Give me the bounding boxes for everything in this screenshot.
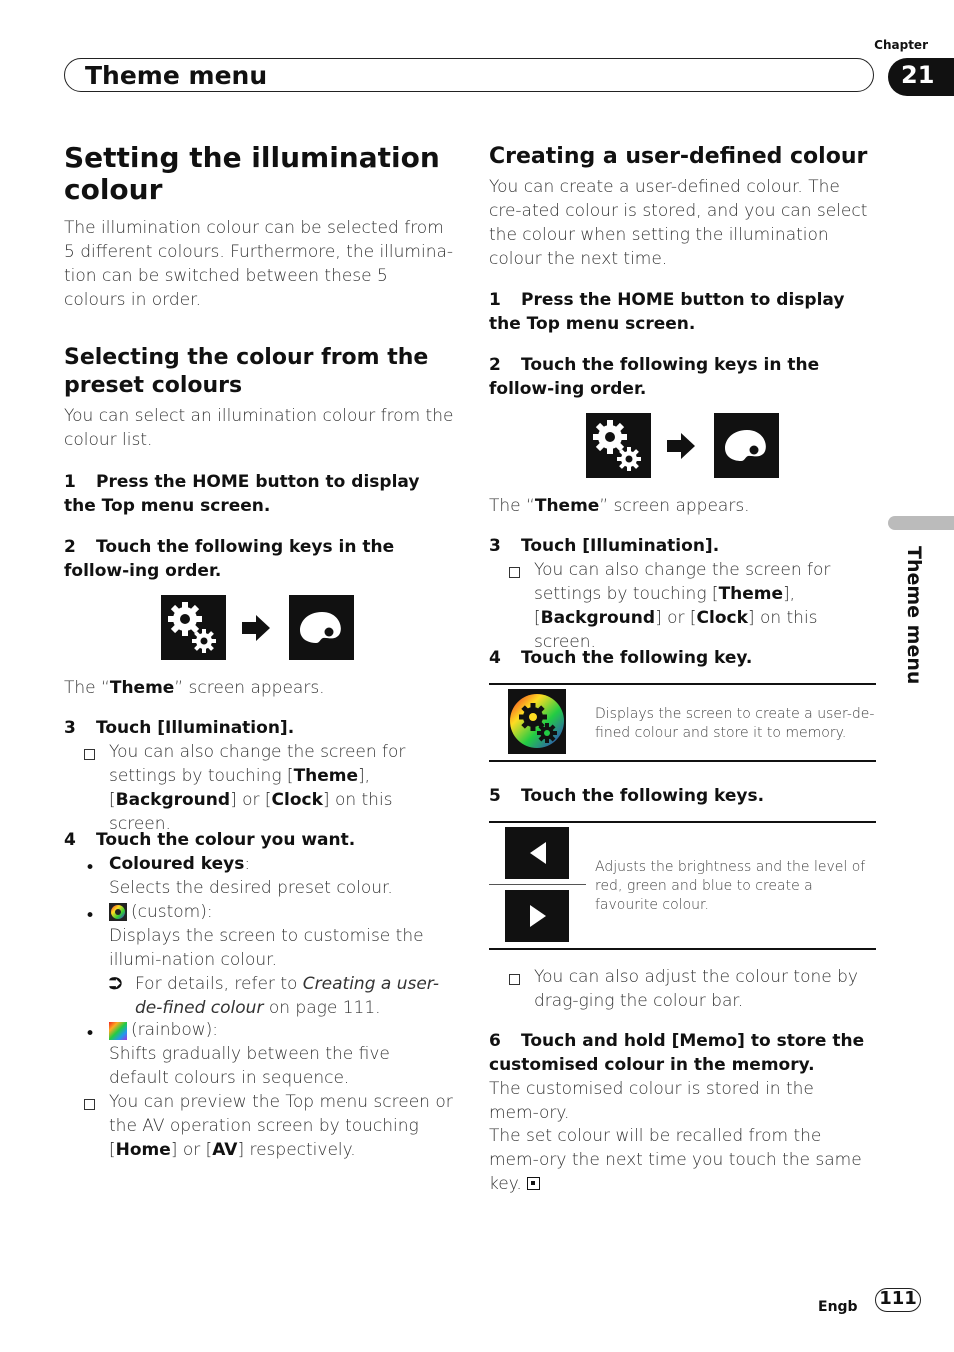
step-text: Touch the following keys in the follow-ing order.	[489, 355, 820, 399]
home-word: Home	[115, 1140, 171, 1160]
text-fragment: ” screen appears.	[174, 678, 325, 698]
bullet-description: Displays the screen to customise the illumi-nation colour.	[109, 926, 424, 970]
step-text: Touch the following key.	[521, 648, 753, 668]
step-number: 1	[64, 472, 76, 492]
step-number: 2	[489, 355, 501, 375]
text-fragment: :	[244, 854, 251, 874]
right-theme-appears	[489, 494, 877, 518]
table-1-description: Displays the screen to create a user-de-fined colour and store it to memory.	[595, 706, 875, 741]
text-fragment: ] or [	[230, 790, 272, 810]
background-word: Background	[115, 790, 231, 810]
side-tab-marker	[888, 516, 954, 530]
right-intro: You can create a user-defined colour. The cre-ated colour is stored, and you can select the colour when setting the illumination colour the next time.	[489, 177, 868, 269]
left-reference	[135, 972, 455, 1020]
table-top-rule	[489, 683, 876, 685]
step-text: Press the HOME button to display the Top menu screen.	[489, 290, 845, 334]
text-fragment: ] respectively.	[237, 1140, 356, 1160]
side-tab-text: Theme menu	[903, 546, 925, 685]
left-theme-appears	[64, 676, 454, 700]
right-step-1	[489, 288, 877, 336]
step-number: 5	[489, 786, 501, 806]
right-note-1	[534, 558, 877, 654]
subsection-intro: You can select an illumination colour from the colour list.	[64, 406, 454, 450]
theme-word: Theme	[718, 584, 784, 604]
left-bullet-2	[109, 900, 454, 972]
text-fragment: You can also change the screen for settings by touching [	[534, 560, 831, 604]
step-text: Press the HOME button to display the Top menu screen.	[64, 472, 420, 516]
settings-key[interactable]	[586, 413, 651, 478]
right-step-5	[489, 784, 877, 808]
table-top-rule	[489, 821, 876, 823]
clock-word: Clock	[696, 608, 748, 628]
left-intro: The illumination colour can be selected from 5 different colours. Furthermore, the illumina-tion can be switched between these 5 colours in order.	[64, 218, 454, 310]
right-key[interactable]	[505, 890, 569, 942]
page-number: 111	[875, 1288, 921, 1312]
gears-icon	[161, 595, 226, 660]
theme-key[interactable]	[289, 595, 354, 660]
text-fragment: ] on this screen.	[534, 608, 818, 652]
arrow-right-icon	[240, 612, 272, 644]
left-step-1	[64, 470, 454, 518]
gears-icon	[586, 413, 651, 478]
step-text: Touch the colour you want.	[96, 830, 356, 850]
step-text: Touch [Illumination].	[96, 718, 295, 738]
step-text: Touch the following keys.	[521, 786, 765, 806]
step-number: 3	[64, 718, 76, 738]
triangle-right-icon	[505, 890, 569, 942]
left-step-3	[64, 716, 454, 740]
right-note-2: You can also adjust the colour tone by drag-ging the colour bar.	[534, 967, 858, 1011]
left-key[interactable]	[505, 827, 569, 879]
bullet-description: Shifts gradually between the five default colours in sequence.	[109, 1044, 390, 1088]
checkbox-icon	[509, 970, 520, 989]
right-step-6-desc-2	[489, 1124, 869, 1196]
section-title-bar	[64, 58, 874, 92]
step-number: 6	[489, 1031, 501, 1051]
theme-key[interactable]	[714, 413, 779, 478]
text-fragment: ] or [	[170, 1140, 213, 1160]
custom-label: (custom):	[131, 902, 213, 922]
bullet-icon: •	[85, 1024, 96, 1044]
checkbox-icon	[84, 745, 95, 764]
step-number: 2	[64, 537, 76, 557]
text-fragment: ] or [	[655, 608, 697, 628]
key-divider	[489, 884, 586, 885]
palette-icon	[289, 595, 354, 660]
text-fragment: You can preview the Top menu screen or the AV operation screen by touching [	[109, 1092, 453, 1160]
step-text: Touch [Illumination].	[521, 536, 720, 556]
right-step-2	[489, 353, 877, 401]
left-bullet-3	[109, 1018, 454, 1090]
side-tab-label	[893, 546, 929, 696]
table-2-description: Adjusts the brightness and the level of red, green and blue to create a favourite colour.	[595, 859, 866, 913]
triangle-left-icon	[505, 827, 569, 879]
step-number: 4	[64, 830, 76, 850]
text-fragment: ], [	[534, 584, 796, 628]
text-fragment: ” screen appears.	[599, 496, 750, 516]
right-heading: Creating a user-defined colour	[489, 144, 868, 169]
page-heading: Setting the illumination colour	[64, 141, 440, 206]
chapter-label: Chapter	[874, 38, 928, 52]
step-number: 1	[489, 290, 501, 310]
bullet-description: Selects the desired preset colour.	[109, 878, 393, 898]
reference-arrow-icon: ⮊	[109, 974, 122, 994]
chapter-number: 21	[901, 61, 935, 89]
right-step-3	[489, 534, 877, 558]
theme-word: Theme	[293, 766, 359, 786]
step-text: Touch and hold [Memo] to store the customised colour in the memory.	[489, 1031, 865, 1075]
clock-word: Clock	[271, 790, 323, 810]
checkbox-icon	[84, 1095, 95, 1114]
coloured-keys-label: Coloured keys	[109, 854, 245, 874]
step-text: Touch the following keys in the follow-ing order.	[64, 537, 395, 581]
left-note-2	[109, 1090, 454, 1162]
subsection-heading: Selecting the colour from the preset colours	[64, 345, 429, 398]
rainbow-label: (rainbow):	[131, 1020, 218, 1040]
bullet-icon: •	[85, 858, 96, 878]
step-number: 4	[489, 648, 501, 668]
settings-key[interactable]	[161, 595, 226, 660]
arrow-right-icon	[665, 430, 697, 462]
language-code: Engb	[818, 1299, 858, 1315]
right-step-6	[489, 1029, 877, 1077]
checkbox-icon	[509, 563, 520, 582]
table-bottom-rule	[489, 760, 876, 762]
theme-word: Theme	[109, 678, 175, 698]
text-fragment: For details, refer to	[135, 974, 303, 994]
text-fragment: ], [	[109, 766, 371, 810]
left-bullet-1	[109, 852, 454, 900]
text-fragment: The “	[64, 678, 110, 698]
left-subsection	[64, 344, 454, 452]
right-step-4	[489, 646, 877, 670]
left-step-4	[64, 828, 454, 852]
text-fragment: You can also change the screen for settings by touching [	[109, 742, 406, 786]
custom-colour-key[interactable]	[508, 689, 566, 754]
av-word: AV	[212, 1140, 238, 1160]
rainbow-gears-icon	[508, 689, 566, 754]
left-column	[64, 142, 454, 312]
text-fragment: The “	[489, 496, 535, 516]
right-step-6-desc-1: The customised colour is stored in the mem-ory.	[489, 1079, 814, 1123]
right-section	[489, 143, 877, 271]
text-fragment: ] on this screen.	[109, 790, 393, 834]
end-mark-icon	[527, 1177, 540, 1190]
step-number: 3	[489, 536, 501, 556]
table-bottom-rule	[489, 948, 876, 950]
background-word: Background	[540, 608, 656, 628]
left-note-1	[109, 740, 454, 836]
theme-word: Theme	[534, 496, 600, 516]
left-step-2	[64, 535, 454, 583]
section-title: Theme menu	[85, 61, 268, 90]
palette-icon	[714, 413, 779, 478]
reference-link[interactable]: Creating a user-de-fined colour	[135, 974, 439, 1018]
text-fragment: The set colour will be recalled from the mem-ory the next time you touch the same key.	[489, 1126, 862, 1194]
bullet-icon: •	[85, 906, 96, 926]
text-fragment: on page 111.	[263, 998, 381, 1018]
chapter-number-badge	[888, 58, 954, 96]
